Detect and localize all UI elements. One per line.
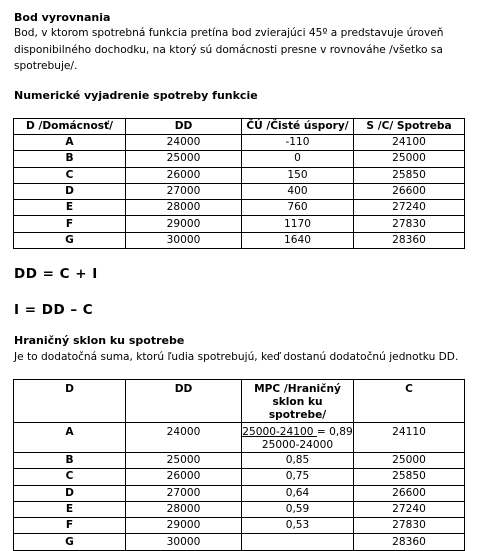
table-row: [14, 135, 465, 151]
table-row: [14, 501, 465, 517]
consumption-cell: 25000: [354, 151, 465, 167]
consumption-cell: 27240: [354, 501, 465, 517]
table-row: [14, 469, 465, 485]
consumption-cell: 26600: [354, 183, 465, 199]
household-cell: A: [14, 423, 126, 453]
household-cell: E: [14, 200, 126, 216]
mpc-denominator: 25000-24000: [261, 439, 334, 451]
household-cell: F: [14, 216, 126, 232]
mpc-heading: Hraničný sklon ku spotrebe: [14, 334, 185, 347]
mpc-cell: [242, 534, 354, 550]
savings-cell: 0: [242, 151, 354, 167]
savings-cell: 1170: [242, 216, 354, 232]
dd-cell: 24000: [126, 135, 242, 151]
dd-cell: 25000: [126, 151, 242, 167]
savings-cell: 760: [242, 200, 354, 216]
dd-cell: 28000: [126, 200, 242, 216]
consumption-cell: 25850: [354, 167, 465, 183]
mpc-numerator: 25000-24100: [242, 426, 317, 438]
household-cell: E: [14, 501, 126, 517]
header-dd: DD: [126, 119, 242, 135]
consumption-cell: 26600: [354, 485, 465, 501]
dd-cell: 30000: [126, 232, 242, 248]
section-title: Bod vyrovnania: [14, 11, 111, 24]
header-household: D /Domácnosť/: [14, 119, 126, 135]
table-row: [14, 200, 465, 216]
dd-cell: 27000: [126, 485, 242, 501]
table-row: [14, 232, 465, 248]
dd-cell: 24000: [126, 423, 242, 453]
header-savings: ČÚ /Čisté úspory/: [242, 119, 354, 135]
household-cell: C: [14, 167, 126, 183]
table-row: [14, 485, 465, 501]
consumption-table: [13, 118, 465, 249]
header-household: D: [14, 380, 126, 423]
household-cell: A: [14, 135, 126, 151]
savings-cell: 150: [242, 167, 354, 183]
consumption-cell: 28360: [354, 534, 465, 550]
header-consumption: S /C/ Spotreba: [354, 119, 465, 135]
table-row: [14, 151, 465, 167]
consumption-cell: 27830: [354, 518, 465, 534]
household-cell: B: [14, 453, 126, 469]
dd-cell: 26000: [126, 167, 242, 183]
dd-cell: 30000: [126, 534, 242, 550]
savings-cell: 400: [242, 183, 354, 199]
dd-cell: 26000: [126, 469, 242, 485]
mpc-table: [13, 379, 465, 551]
consumption-cell: 24110: [354, 423, 465, 453]
table-row: [14, 423, 465, 453]
savings-cell: 1640: [242, 232, 354, 248]
household-cell: B: [14, 151, 126, 167]
header-consumption: C: [354, 380, 465, 423]
dd-cell: 29000: [126, 518, 242, 534]
consumption-cell: 24100: [354, 135, 465, 151]
consumption-cell: 25000: [354, 453, 465, 469]
household-cell: C: [14, 469, 126, 485]
table-row: [14, 183, 465, 199]
equation-dd: DD = C + I: [14, 266, 98, 282]
equation-investment: I = DD – C: [14, 302, 94, 318]
table-header-row: [14, 119, 465, 135]
mpc-cell: 0,64: [242, 485, 354, 501]
dd-cell: 25000: [126, 453, 242, 469]
household-cell: D: [14, 485, 126, 501]
mpc-cell: 0,59: [242, 501, 354, 517]
header-mpc: MPC /Hraničný sklon ku spotrebe/: [242, 380, 354, 423]
mpc-fraction-cell: [242, 423, 354, 453]
household-cell: G: [14, 232, 126, 248]
mpc-cell: 0,85: [242, 453, 354, 469]
mpc-cell: 0,53: [242, 518, 354, 534]
table-row: [14, 216, 465, 232]
savings-cell: -110: [242, 135, 354, 151]
consumption-cell: 27240: [354, 200, 465, 216]
consumption-cell: 28360: [354, 232, 465, 248]
household-cell: F: [14, 518, 126, 534]
mpc-result: = 0,89: [316, 426, 353, 438]
consumption-cell: 25850: [354, 469, 465, 485]
consumption-table-heading: Numerické vyjadrenie spotreby funkcie: [14, 89, 258, 102]
dd-cell: 28000: [126, 501, 242, 517]
table-row: [14, 167, 465, 183]
household-cell: D: [14, 183, 126, 199]
mpc-cell: 0,75: [242, 469, 354, 485]
table-row: [14, 518, 465, 534]
table-row: [14, 534, 465, 550]
household-cell: G: [14, 534, 126, 550]
consumption-cell: 27830: [354, 216, 465, 232]
table-row: [14, 453, 465, 469]
mpc-paragraph: Je to dodatočná suma, ktorú ľudia spotrebujú, keď dostanú dodatočnú jednotku DD.: [14, 351, 459, 363]
dd-cell: 29000: [126, 216, 242, 232]
header-dd: DD: [126, 380, 242, 423]
table-header-row: [14, 380, 465, 423]
intro-paragraph: Bod, v ktorom spotrebná funkcia pretína bod zvierajúci 45º a predstavuje úroveň disponibilného dochodku, na ktorý sú domácnosti presne v rovnováhe /všetko sa spotrebuje/.: [14, 27, 444, 72]
dd-cell: 27000: [126, 183, 242, 199]
